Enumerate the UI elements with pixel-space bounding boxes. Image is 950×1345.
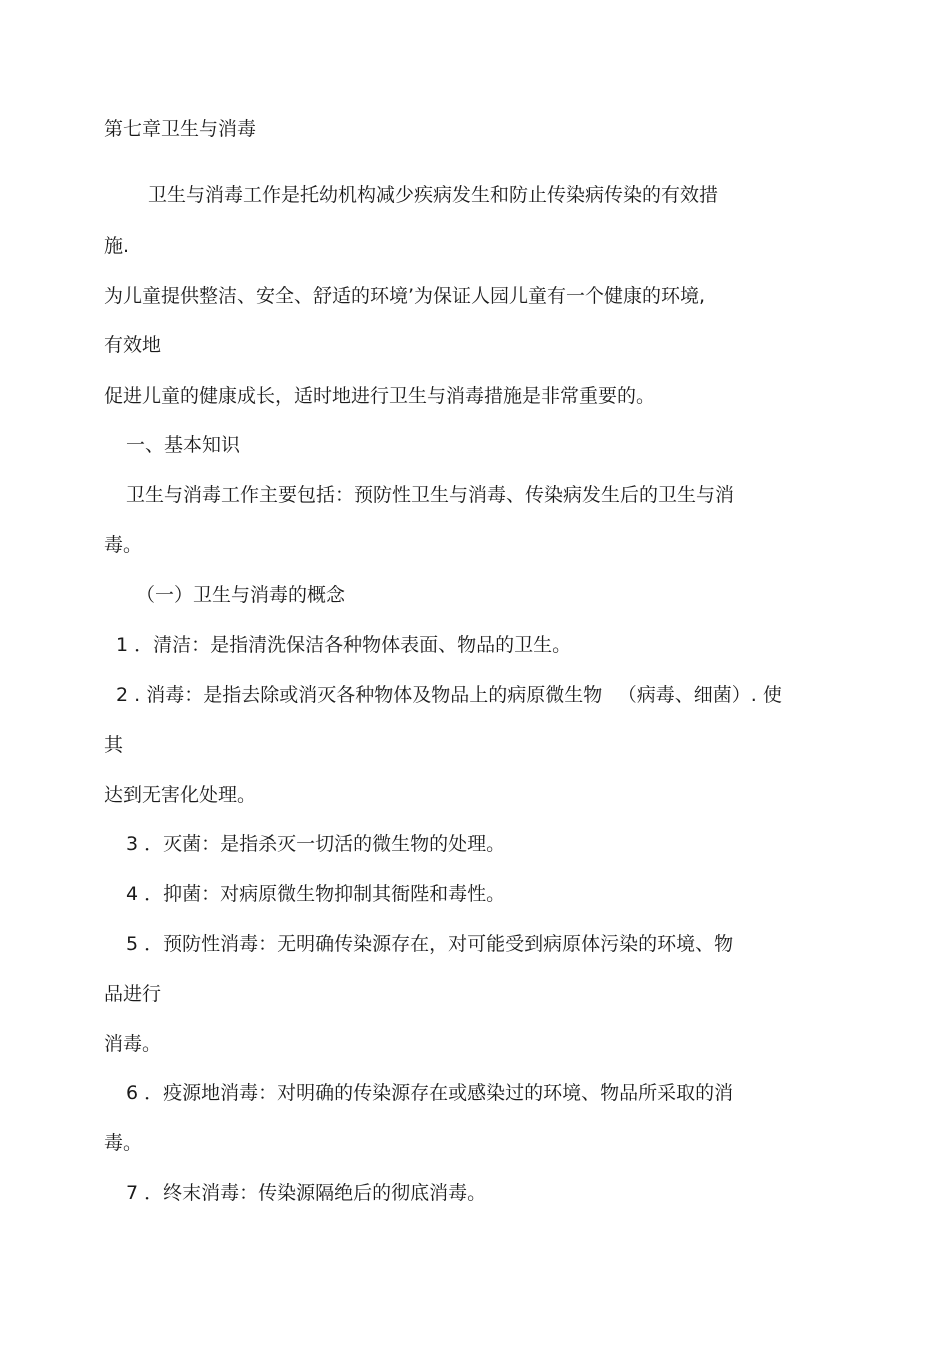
definition-6-line-2: 毒。 (104, 1132, 143, 1154)
section-paragraph-line-1: 卫生与消毒工作主要包括：预防性卫生与消毒、传染病发生后的卫生与消 (126, 484, 735, 506)
definition-3: 3 ．灭菌：是指杀灭一切活的微生物的处理。 (126, 833, 506, 855)
intro-line-3: 为儿童提供整洁、安全、舒适的环境’为保证人园儿童有一个健康的环境, (104, 285, 706, 307)
chapter-title: 第七章卫生与消毒 (104, 118, 257, 140)
definition-1: 1 ．清洁：是指清洗保洁各种物体表面、物品的卫生。 (116, 634, 572, 656)
definition-7: 7 ．终末消毒：传染源隔绝后的彻底消毒。 (126, 1182, 487, 1204)
definition-2-line-3: 达到无害化处理。 (104, 784, 257, 806)
definition-6-line-1: 6 ．疫源地消毒：对明确的传染源存在或感染过的环境、物品所采取的消 (126, 1082, 734, 1104)
intro-line-1: 卫生与消毒工作是托幼机构减少疾病发生和防止传染病传染的有效措 (148, 184, 719, 206)
definition-5-line-2: 品进行 (104, 983, 162, 1005)
definition-5-line-1: 5 ．预防性消毒：无明确传染源存在，对可能受到病原体污染的环境、物 (126, 933, 734, 955)
definition-5-line-3: 消毒。 (104, 1033, 162, 1055)
section-paragraph-line-2: 毒。 (104, 534, 143, 556)
definition-4: 4 ．抑菌：对病原微生物抑制其衙陛和毒性。 (126, 883, 506, 905)
intro-line-5: 促进儿童的健康成长，适时地进行卫生与消毒措施是非常重要的。 (104, 385, 656, 407)
section-heading: 一、基本知识 (126, 434, 241, 456)
intro-line-4: 有效地 (104, 334, 162, 356)
definition-2-line-2: 其 (104, 734, 124, 756)
intro-line-2: 施. (104, 235, 130, 257)
subsection-heading: （一）卫生与消毒的概念 (136, 584, 346, 606)
definition-2-line-1: 2 . 消毒：是指去除或消灭各种物体及物品上的病原微生物 （病毒、细菌）. 使 (116, 684, 782, 706)
